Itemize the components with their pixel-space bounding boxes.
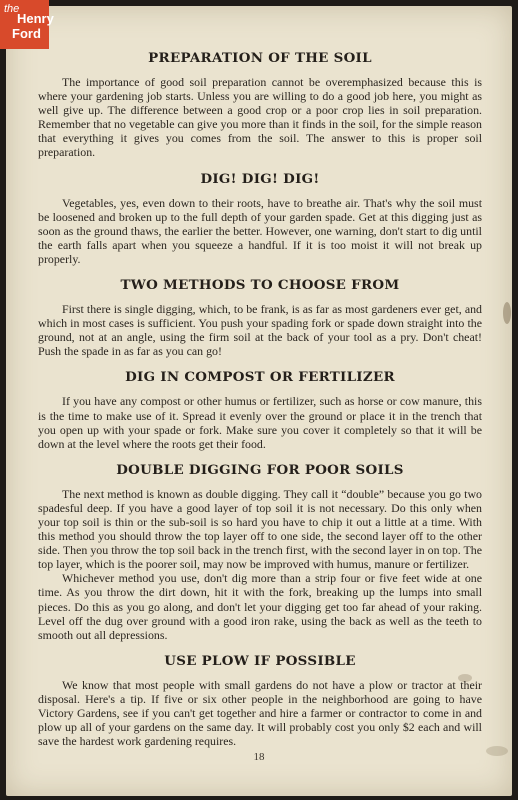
section-paragraph: We know that most people with small gardens do not have a plow or tractor at their disposal. Here's a tip. If five or six other people in the neighborhood are going to have Victory Gardens, see if you can't get together and hire a farmer or contractor to come in and plow up all of your gardens on the same day. It will probably cost you only $2 each and will save the hardest work gardening requires. [38, 677, 482, 749]
section-plow [38, 653, 482, 748]
logo-text: Henry [17, 11, 54, 26]
section-paragraph: Whichever method you use, don't dig more than a strip four or five feet wide at one time. As you throw the dirt down, hit it with the fork, breaking up the lumps into small pieces. Do this as you go along, and don't let your digging get too far ahead of your raking. Level off the dug over ground with a good iron rake, using the back as well as the teeth to smooth out all depressions. [38, 571, 482, 642]
page-content [38, 50, 482, 759]
section-heading: DIG! DIG! DIG! [200, 170, 320, 187]
logo-text: Ford [12, 26, 41, 41]
document-page [4, 3, 512, 796]
page-number: 18 [253, 751, 265, 763]
section-compost [38, 369, 482, 450]
section-heading: TWO METHODS TO CHOOSE FROM [120, 277, 400, 294]
section-paragraph: The next method is known as double digging. They call it “double” because you go two spadesful deep. If you have a good layer of top soil it is not necessary. Do this only when your top soil is thin or the sub-soil is so hard you have to chip it out a little at a time. With this method you should throw the top layer off to one side, the second layer off to the other side. Then you throw the top soil back in the trench first, with the second layer in on top. The top layer, which is the poorer soil, may now be improved with humus, manure or fertilizer. [38, 486, 482, 572]
section-paragraph: If you have any compost or other humus or fertilizer, such as horse or cow manure, this is the time to make use of it. Spread it evenly over the ground or place it in the trench that you open up with your spade or fork. Make sure you cover it completely so that it will be down at the level where the roots get their food. [38, 394, 482, 451]
section-heading: USE PLOW IF POSSIBLE [164, 652, 356, 669]
section-paragraph: First there is single digging, which, to be frank, is as far as most gardeners ever get, and which in most cases is sufficient. You push your spading fork or spade down straight into the ground, not at an angle, using the firm soil at the back of your tool as a pry. Don't cheat! Push the spade in as far as you can go! [38, 302, 482, 359]
section-paragraph: The importance of good soil preparation cannot be overemphasized because this is where your gardening job starts. Unless you are willing to do a good job here, you might as well give up. The difference between a good crop or a poor crop lies in soil preparation. Remember that no vegetable can give you more than it finds in the soil, for the simple reason that everything it gives you comes from the soil. The answer to this is proper soil preparation. [38, 75, 482, 160]
logo-text: the [4, 3, 20, 15]
section-paragraph: Vegetables, yes, even down to their roots, have to breathe air. That's why the soil must be loosened and broken up to the full depth of your garden spade. Get at this digging just as soon as the ground thaws, the earlier the better. However, one warning, don't start to dig until the earth falls apart when you squeeze a handful. If it is too moist it will not break up properly. [38, 195, 482, 266]
section-heading: DOUBLE DIGGING FOR POOR SOILS [116, 461, 404, 478]
section-dig [38, 171, 482, 266]
section-heading: DIG IN COMPOST OR FERTILIZER [125, 369, 395, 386]
page-stain [503, 302, 511, 324]
section-double-digging [38, 462, 482, 642]
section-heading: PREPARATION OF THE SOIL [148, 50, 372, 66]
henry-ford-logo[interactable] [0, 0, 54, 49]
section-two-methods [38, 277, 482, 358]
section-soil-preparation [38, 50, 482, 160]
